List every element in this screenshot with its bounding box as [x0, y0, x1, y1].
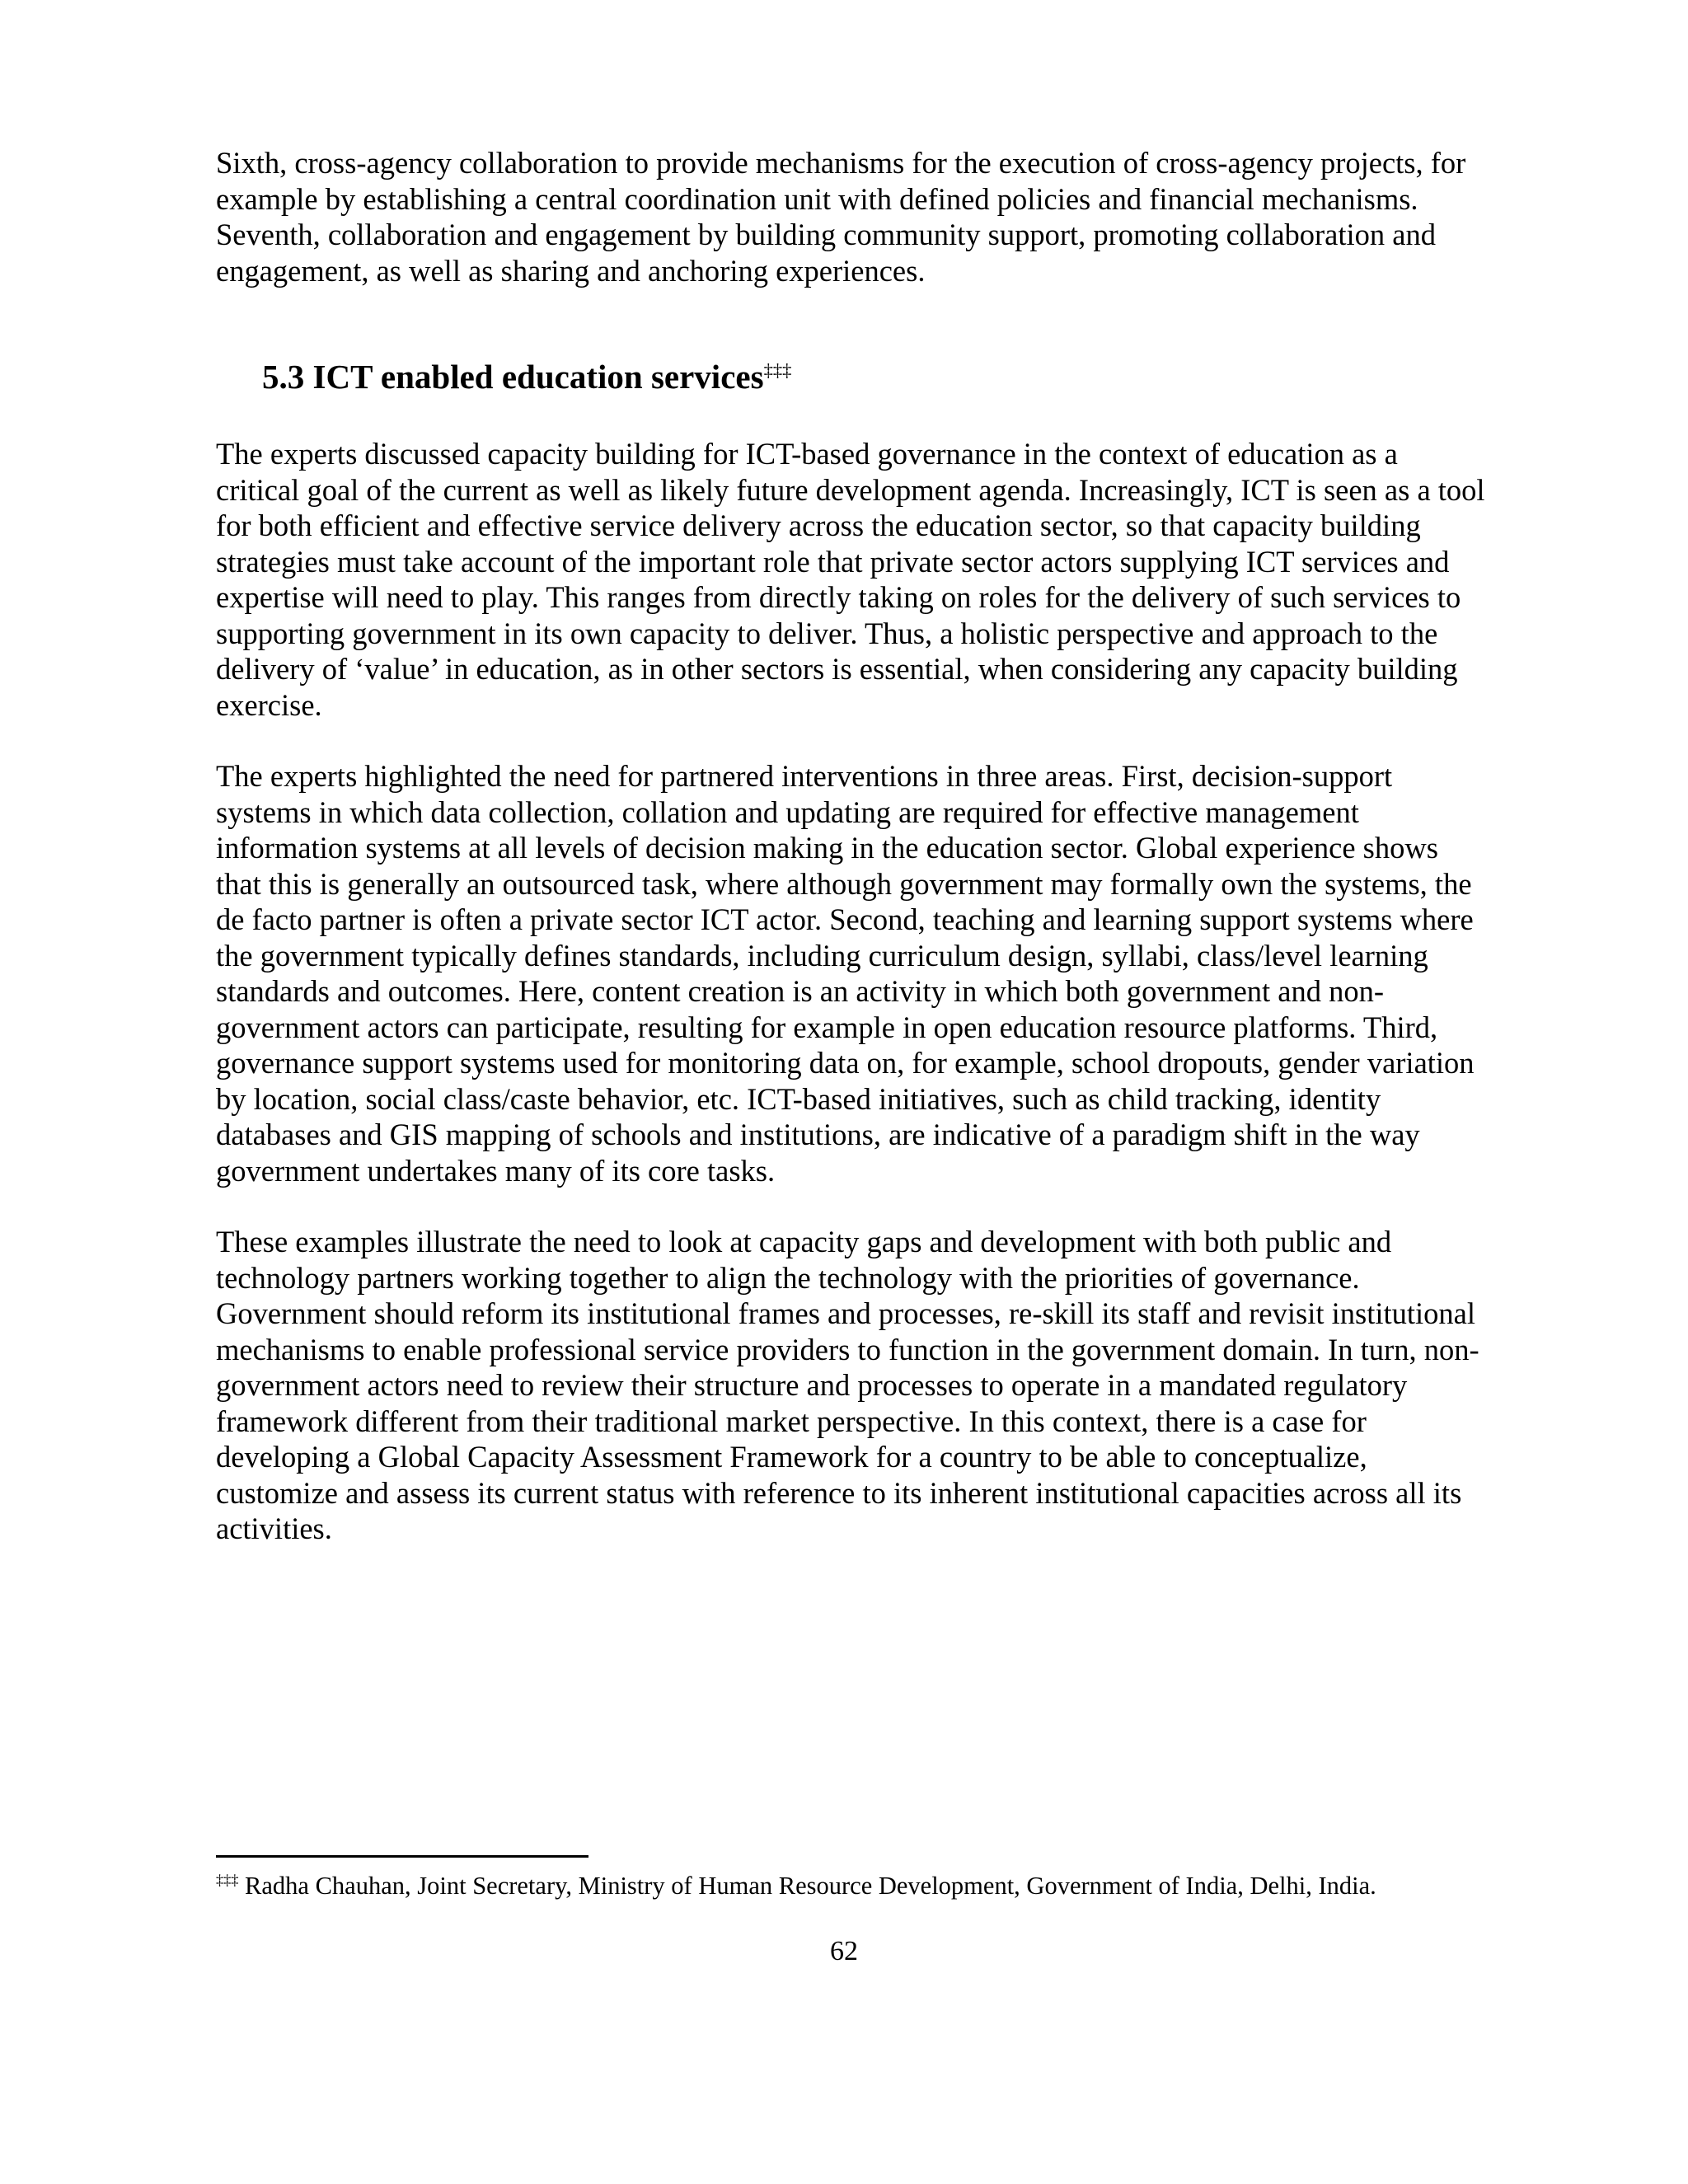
body-paragraph-1: The experts discussed capacity building for ICT-based governance in the context of education as a critical goal of the current as well as likely future development agenda. Increasingly, ICT is seen as a tool for both efficient and effective service delivery across the education sector, so that capacity building strategies must take account of the important role that private sector actors supplying ICT services and expertise will need to play. This ranges from directly taking on roles for the delivery of such services to supporting government in its own capacity to deliver. Thus, a holistic perspective and approach to the delivery of ‘value’ in education, as in other sectors is essential, when considering any capacity building exercise. — [216, 437, 1485, 722]
section-heading-text: 5.3 ICT enabled education services — [262, 358, 764, 396]
body-paragraph-2: The experts highlighted the need for partnered interventions in three areas. First, decision-support systems in which data collection, collation and updating are required for effective management information systems at all levels of decision making in the education sector. Global experience shows that this is generally an outsourced task, where although government may formally own the systems, the de facto partner is often a private sector ICT actor. Second, teaching and learning support systems where the government typically defines standards, including curriculum design, syllabi, class/level learning standards and outcomes. Here, content creation is an activity in which both government and non-government actors can participate, resulting for example in open education resource platforms. Third, governance support systems used for monitoring data on, for example, school dropouts, gender variation by location, social class/caste behavior, etc. ICT-based initiatives, such as child tracking, identity databases and GIS mapping of schools and institutions, are indicative of a paradigm shift in the way government undertakes many of its core tasks. — [216, 759, 1475, 1188]
footnote-divider — [216, 1855, 588, 1858]
document-body — [216, 145, 1485, 288]
section-heading — [262, 356, 791, 397]
intro-paragraph: Sixth, cross-agency collaboration to provide mechanisms for the execution of cross-agency projects, for example by establishing a central coordination unit with defined policies and financial mechanisms. Seventh, collaboration and engagement by building community support, promoting collaboration and engagement, as well as sharing and anchoring experiences. — [216, 146, 1466, 288]
footnote-marker: ‡‡‡ — [216, 1871, 239, 1888]
footnote-text: Radha Chauhan, Joint Secretary, Ministry of Human Resource Development, Government of India, Delhi, India. — [238, 1872, 1376, 1900]
footnote-reference-marker: ‡‡‡ — [763, 359, 792, 381]
section-body — [216, 436, 1485, 1547]
body-paragraph-3: These examples illustrate the need to look at capacity gaps and development with both public and technology partners working together to align the technology with the priorities of governance. Government should reform its institutional frames and processes, re-skill its staff and revisit institutional mechanisms to enable professional service providers to function in the government domain. In turn, non-government actors need to review their structure and processes to operate in a mandated regulatory framework different from their traditional market perspective. In this context, there is a case for developing a Global Capacity Assessment Framework for a country to be able to conceptualize, customize and assess its current status with reference to its inherent institutional capacities across all its activities. — [216, 1225, 1479, 1545]
footnote — [216, 1871, 1485, 1900]
page-number: 62 — [830, 1936, 858, 1966]
